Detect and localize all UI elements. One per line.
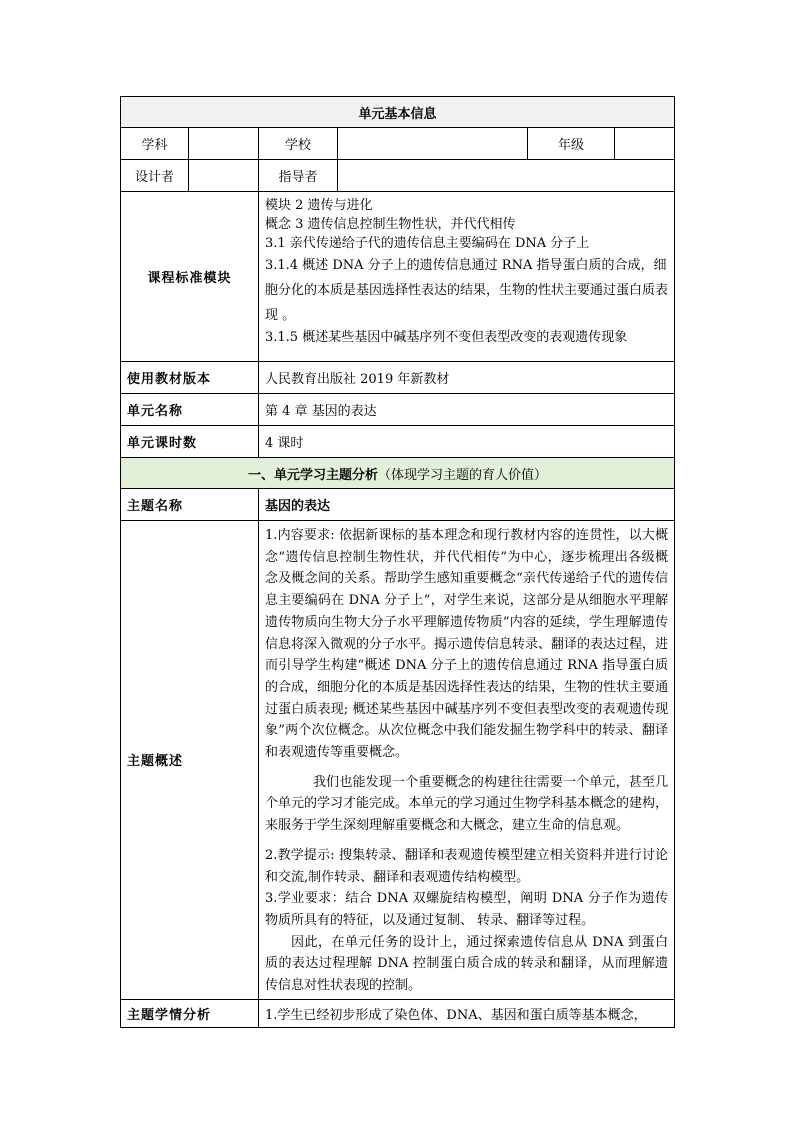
grade-value[interactable]: [615, 128, 675, 160]
table-header-row: [121, 97, 675, 128]
curriculum-content: [259, 192, 675, 362]
textbook-label: 使用教材版本: [121, 362, 259, 394]
section-title: 一、单元学习主题分析: [248, 467, 379, 483]
section-subtitle: （体现学习主题的育人价值）: [378, 467, 548, 483]
textbook-value: 人民教育出版社 2019 年新教材: [259, 362, 675, 394]
unit-name-row: [121, 394, 675, 426]
curriculum-row: [121, 192, 675, 362]
unit-info-table: [120, 96, 675, 1028]
mentor-label: 指导者: [259, 160, 338, 192]
subject-label: 学科: [121, 128, 189, 160]
curriculum-line: 3.1.4 概述 DNA 分子上的遗传信息通过 RNA 指导蛋白质的合成，细胞分化的本质是基因选择性表达的结果，生物的性状主要通过蛋白质表现 。: [265, 258, 669, 323]
designer-row: [121, 160, 675, 192]
topic-name-label: 主题名称: [121, 489, 259, 521]
learner-analysis-label: 主题学情分析: [121, 999, 259, 1027]
overview-paragraph: 2.教学提示: 搜集转录、翻译和表观遗传模型建立相关资料并进行讨论和交流,制作转录、翻译和表观遗传结构模型。: [265, 847, 669, 885]
school-label: 学校: [259, 128, 338, 160]
unit-name-value: 第 4 章 基因的表达: [259, 394, 675, 426]
topic-name-value: 基因的表达: [259, 489, 675, 521]
curriculum-label: 课程标准模块: [121, 192, 259, 362]
table-title: 单元基本信息: [121, 97, 675, 128]
curriculum-line: 概念 3 遗传信息控制生物性状，并代代相传: [265, 217, 516, 232]
overview-label: 主题概述: [121, 521, 259, 1000]
topic-name-row: [121, 489, 675, 521]
mentor-value[interactable]: [338, 160, 675, 192]
basic-info-row: [121, 128, 675, 160]
grade-label: 年级: [528, 128, 615, 160]
curriculum-line: 模块 2 遗传与进化: [265, 198, 373, 213]
learner-analysis-row: [121, 999, 675, 1027]
unit-hours-value: 4 课时: [259, 426, 675, 458]
designer-value[interactable]: [189, 160, 259, 192]
overview-row: [121, 521, 675, 1000]
designer-label: 设计者: [121, 160, 189, 192]
unit-hours-row: [121, 426, 675, 458]
section-header-row: [121, 458, 675, 489]
learner-analysis-value: 1.学生已经初步形成了染色体、DNA、基因和蛋白质等基本概念，: [259, 999, 675, 1027]
textbook-row: [121, 362, 675, 394]
overview-paragraph: 3.学业要求：结合 DNA 双螺旋结构模型，阐明 DNA 分子作为遗传物质所具有的特征，以及通过复制、 转录、翻译等过程。: [265, 891, 669, 928]
unit-hours-label: 单元课时数: [121, 426, 259, 458]
curriculum-line: 3.1 亲代传递给子代的遗传信息主要编码在 DNA 分子上: [265, 236, 590, 251]
overview-paragraph: 因此，在单元任务的设计上，通过探索遗传信息从 DNA 到蛋白质的表达过程理解 DNA 控制蛋白质合成的转录和翻译，从而理解遗传信息对性状表现的控制。: [265, 934, 669, 994]
subject-value[interactable]: [189, 128, 259, 160]
overview-paragraph: 1.内容要求: 依据新课标的基本理念和现行教材内容的连贯性，以大概念“遗传信息控制生物性状，并代代相传”为中心，逐步梳理出各级概念及概念间的关系。帮助学生感知重要概念“亲代传递给子代的遗传信息主要编码在 DNA 分子上”，对学生来说，这部分是从细胞水平理解遗传物质向生物大分子水平理解遗传物质”内容的延续，学生理解遗传信息将深入微观的分子水平。揭示遗传信息转录、翻译的表达过程，进而引导学生构建“概述 DNA 分子上的遗传信息通过 RNA 指导蛋白质的合成，细胞分化的本质是基因选择性表达的结果，生物的性状主要通过蛋白质表现; 概述某些基因中碱基序列不变但表型改变的表观遗传现象”两个次位概念。从次位概念中我们能发掘生物学科中的转录、翻译和表观遗传等重要概念。: [265, 528, 669, 761]
overview-paragraph: 我们也能发现一个重要概念的构建往往需要一个单元，甚至几个单元的学习才能完成。本单元的学习通过生物学科基本概念的建构，来服务于学生深刻理解重要概念和大概念，建立生命的信息观。: [265, 774, 669, 834]
school-value[interactable]: [338, 128, 528, 160]
overview-content: [259, 521, 675, 1000]
curriculum-line: 3.1.5 概述某些基因中碱基序列不变但表型改变的表观遗传现象: [265, 330, 628, 345]
unit-name-label: 单元名称: [121, 394, 259, 426]
section-heading: [121, 458, 675, 489]
